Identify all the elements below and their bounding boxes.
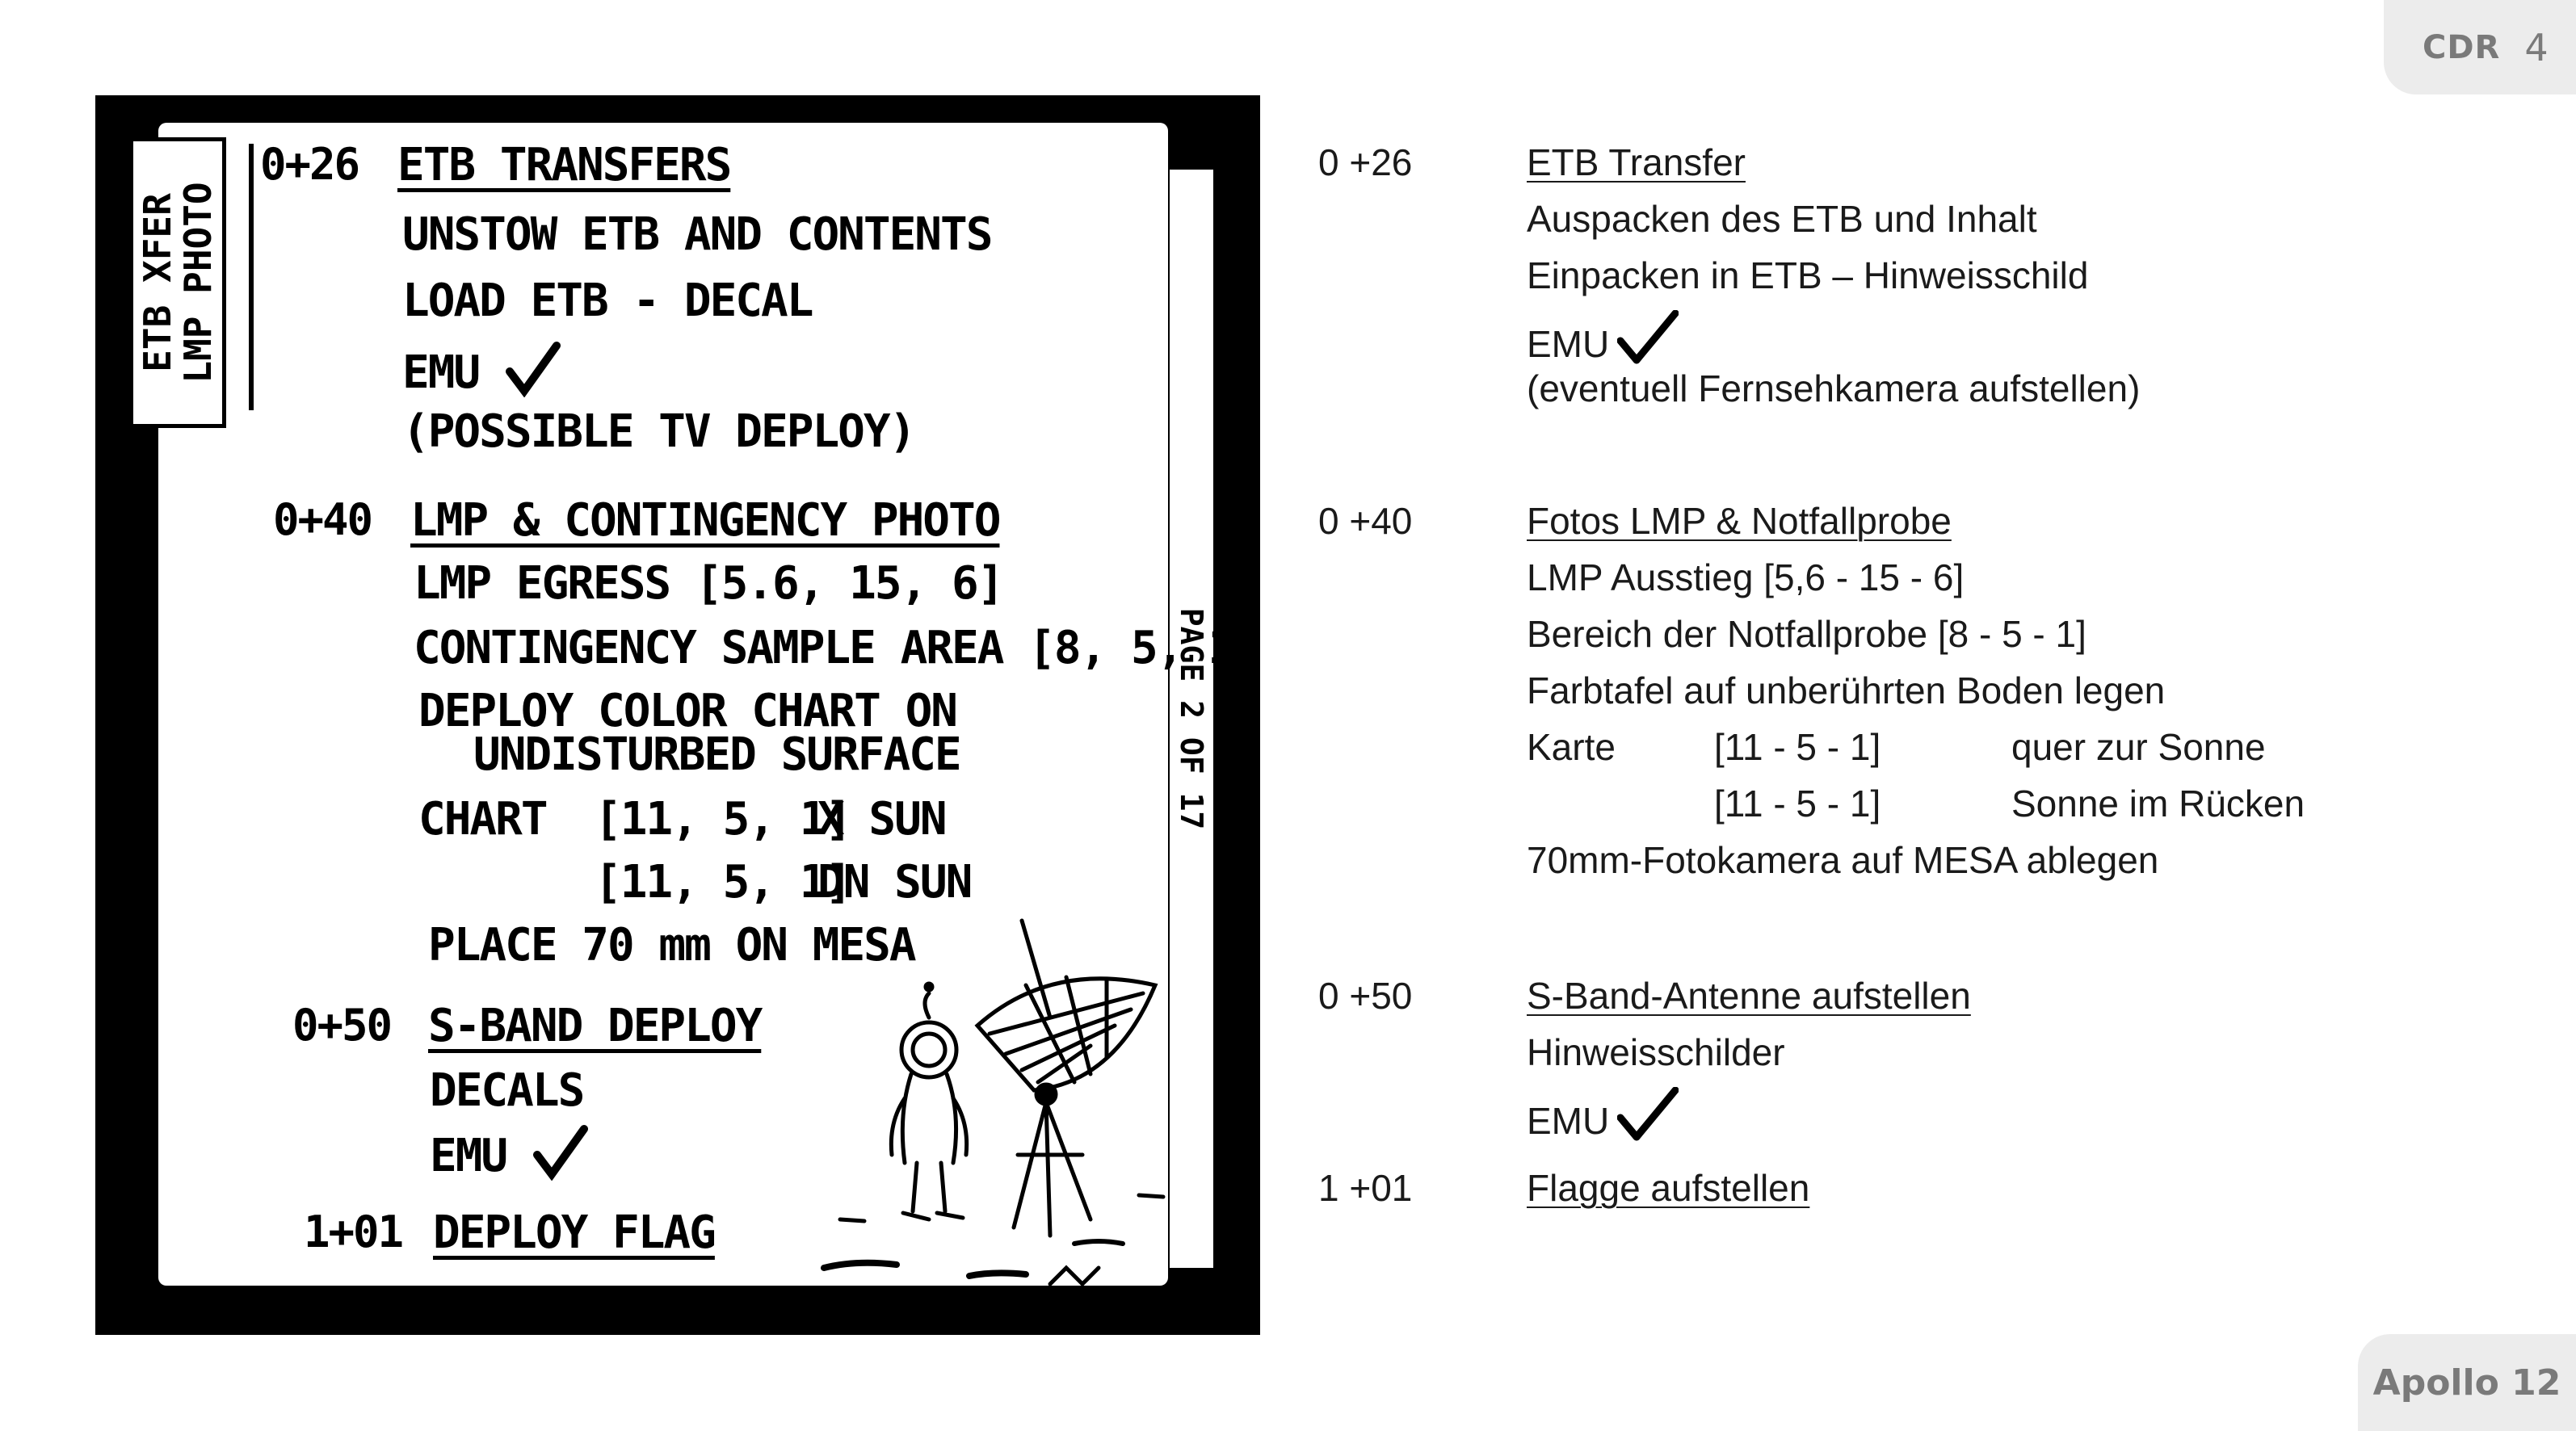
- de-line: (eventuell Fernsehkamera aufstellen): [1527, 367, 2141, 409]
- check-icon: [505, 341, 561, 397]
- de-line: [1527, 1087, 1679, 1143]
- card-title-3: S-BAND DEPLOY: [428, 1000, 762, 1052]
- de-emu-label: EMU: [1527, 323, 1610, 365]
- de-chart-label: Karte: [1527, 726, 1616, 768]
- card-time-2: 0+40: [273, 494, 372, 545]
- page-number: 4: [2524, 25, 2549, 69]
- de-emu-label: EMU: [1527, 1100, 1610, 1142]
- de-line: Einpacken in ETB – Hinweisschild: [1527, 254, 2089, 296]
- card-line: UNDISTURBED SURFACE: [473, 728, 960, 781]
- card-line: (POSSIBLE TV DEPLOY): [402, 405, 915, 458]
- de-time-1: 0 +26: [1318, 141, 1413, 183]
- de-title-4: Flagge aufstellen: [1527, 1167, 1810, 1209]
- de-chart-note-1: quer zur Sonne: [2011, 726, 2266, 768]
- de-line: Auspacken des ETB und Inhalt: [1527, 198, 2037, 240]
- de-line: 70mm-Fotokamera auf MESA ablegen: [1527, 839, 2159, 881]
- card-line: UNSTOW ETB AND CONTENTS: [402, 208, 992, 261]
- card-chart-label: CHART: [418, 793, 547, 846]
- card-chart-note-2: DN SUN: [817, 856, 972, 909]
- mission-label: Apollo 12: [2372, 1362, 2561, 1404]
- de-chart-note-2: Sonne im Rücken: [2011, 783, 2305, 825]
- card-title-1: ETB TRANSFERS: [397, 139, 731, 191]
- card-line: DEPLOY COLOR CHART ON: [418, 685, 957, 737]
- de-title-1: ETB Transfer: [1527, 141, 1746, 183]
- check-icon: [1617, 1087, 1679, 1142]
- de-line: Bereich der Notfallprobe [8 - 5 - 1]: [1527, 613, 2086, 655]
- card-line: [402, 341, 561, 399]
- card-line: LMP EGRESS [5.6, 15, 6]: [414, 557, 1003, 610]
- card-title-4: DEPLOY FLAG: [433, 1206, 715, 1259]
- spine-page-label: PAGE 2 OF 17: [1174, 607, 1209, 830]
- check-icon: [532, 1124, 589, 1181]
- check-icon: [1617, 310, 1679, 365]
- de-time-3: 0 +50: [1318, 975, 1413, 1017]
- de-time-4: 1 +01: [1318, 1167, 1413, 1209]
- card-line: PLACE 70 mm ON MESA: [428, 919, 915, 971]
- card-line: CONTINGENCY SAMPLE AREA [8, 5, 1]: [414, 622, 1259, 674]
- role-label: CDR: [2423, 28, 2501, 66]
- side-tab-line-2: LMP PHOTO: [176, 182, 220, 384]
- card-chart-coords-2: [11, 5, 1]: [595, 856, 851, 909]
- de-chart-coords-2: [11 - 5 - 1]: [1714, 783, 1881, 825]
- de-time-2: 0 +40: [1318, 500, 1413, 542]
- card-title-2: LMP & CONTINGENCY PHOTO: [410, 494, 1000, 547]
- card-divider: [249, 144, 254, 410]
- de-title-2: Fotos LMP & Notfallprobe: [1527, 500, 1952, 542]
- de-line: [1527, 310, 1679, 366]
- de-line: Hinweisschilder: [1527, 1031, 1785, 1073]
- de-chart-coords-1: [11 - 5 - 1]: [1714, 726, 1881, 768]
- astronaut-antenna-sketch: [808, 913, 1179, 1300]
- header-tab: [2384, 0, 2576, 94]
- de-line: LMP Ausstieg [5,6 - 15 - 6]: [1527, 556, 1965, 598]
- card-time-1: 0+26: [260, 139, 359, 190]
- card-chart-note-1: X SUN: [817, 793, 946, 846]
- de-line: Farbtafel auf unberührten Boden legen: [1527, 669, 2166, 711]
- footer-tab: [2358, 1334, 2576, 1431]
- card-line: LOAD ETB - DECAL: [402, 275, 813, 327]
- de-title-3: S-Band-Antenne aufstellen: [1527, 975, 1971, 1017]
- card-time-4: 1+01: [304, 1206, 403, 1257]
- card-line: [430, 1124, 589, 1182]
- card-emu-label: EMU: [402, 346, 480, 399]
- card-time-3: 0+50: [292, 1000, 392, 1051]
- side-tab-line-1: ETB XFER: [136, 193, 179, 372]
- side-tab: [129, 137, 226, 428]
- card-line: DECALS: [430, 1064, 584, 1117]
- card-chart-coords-1: [11, 5, 1]: [595, 793, 851, 846]
- card-emu-label: EMU: [430, 1130, 507, 1182]
